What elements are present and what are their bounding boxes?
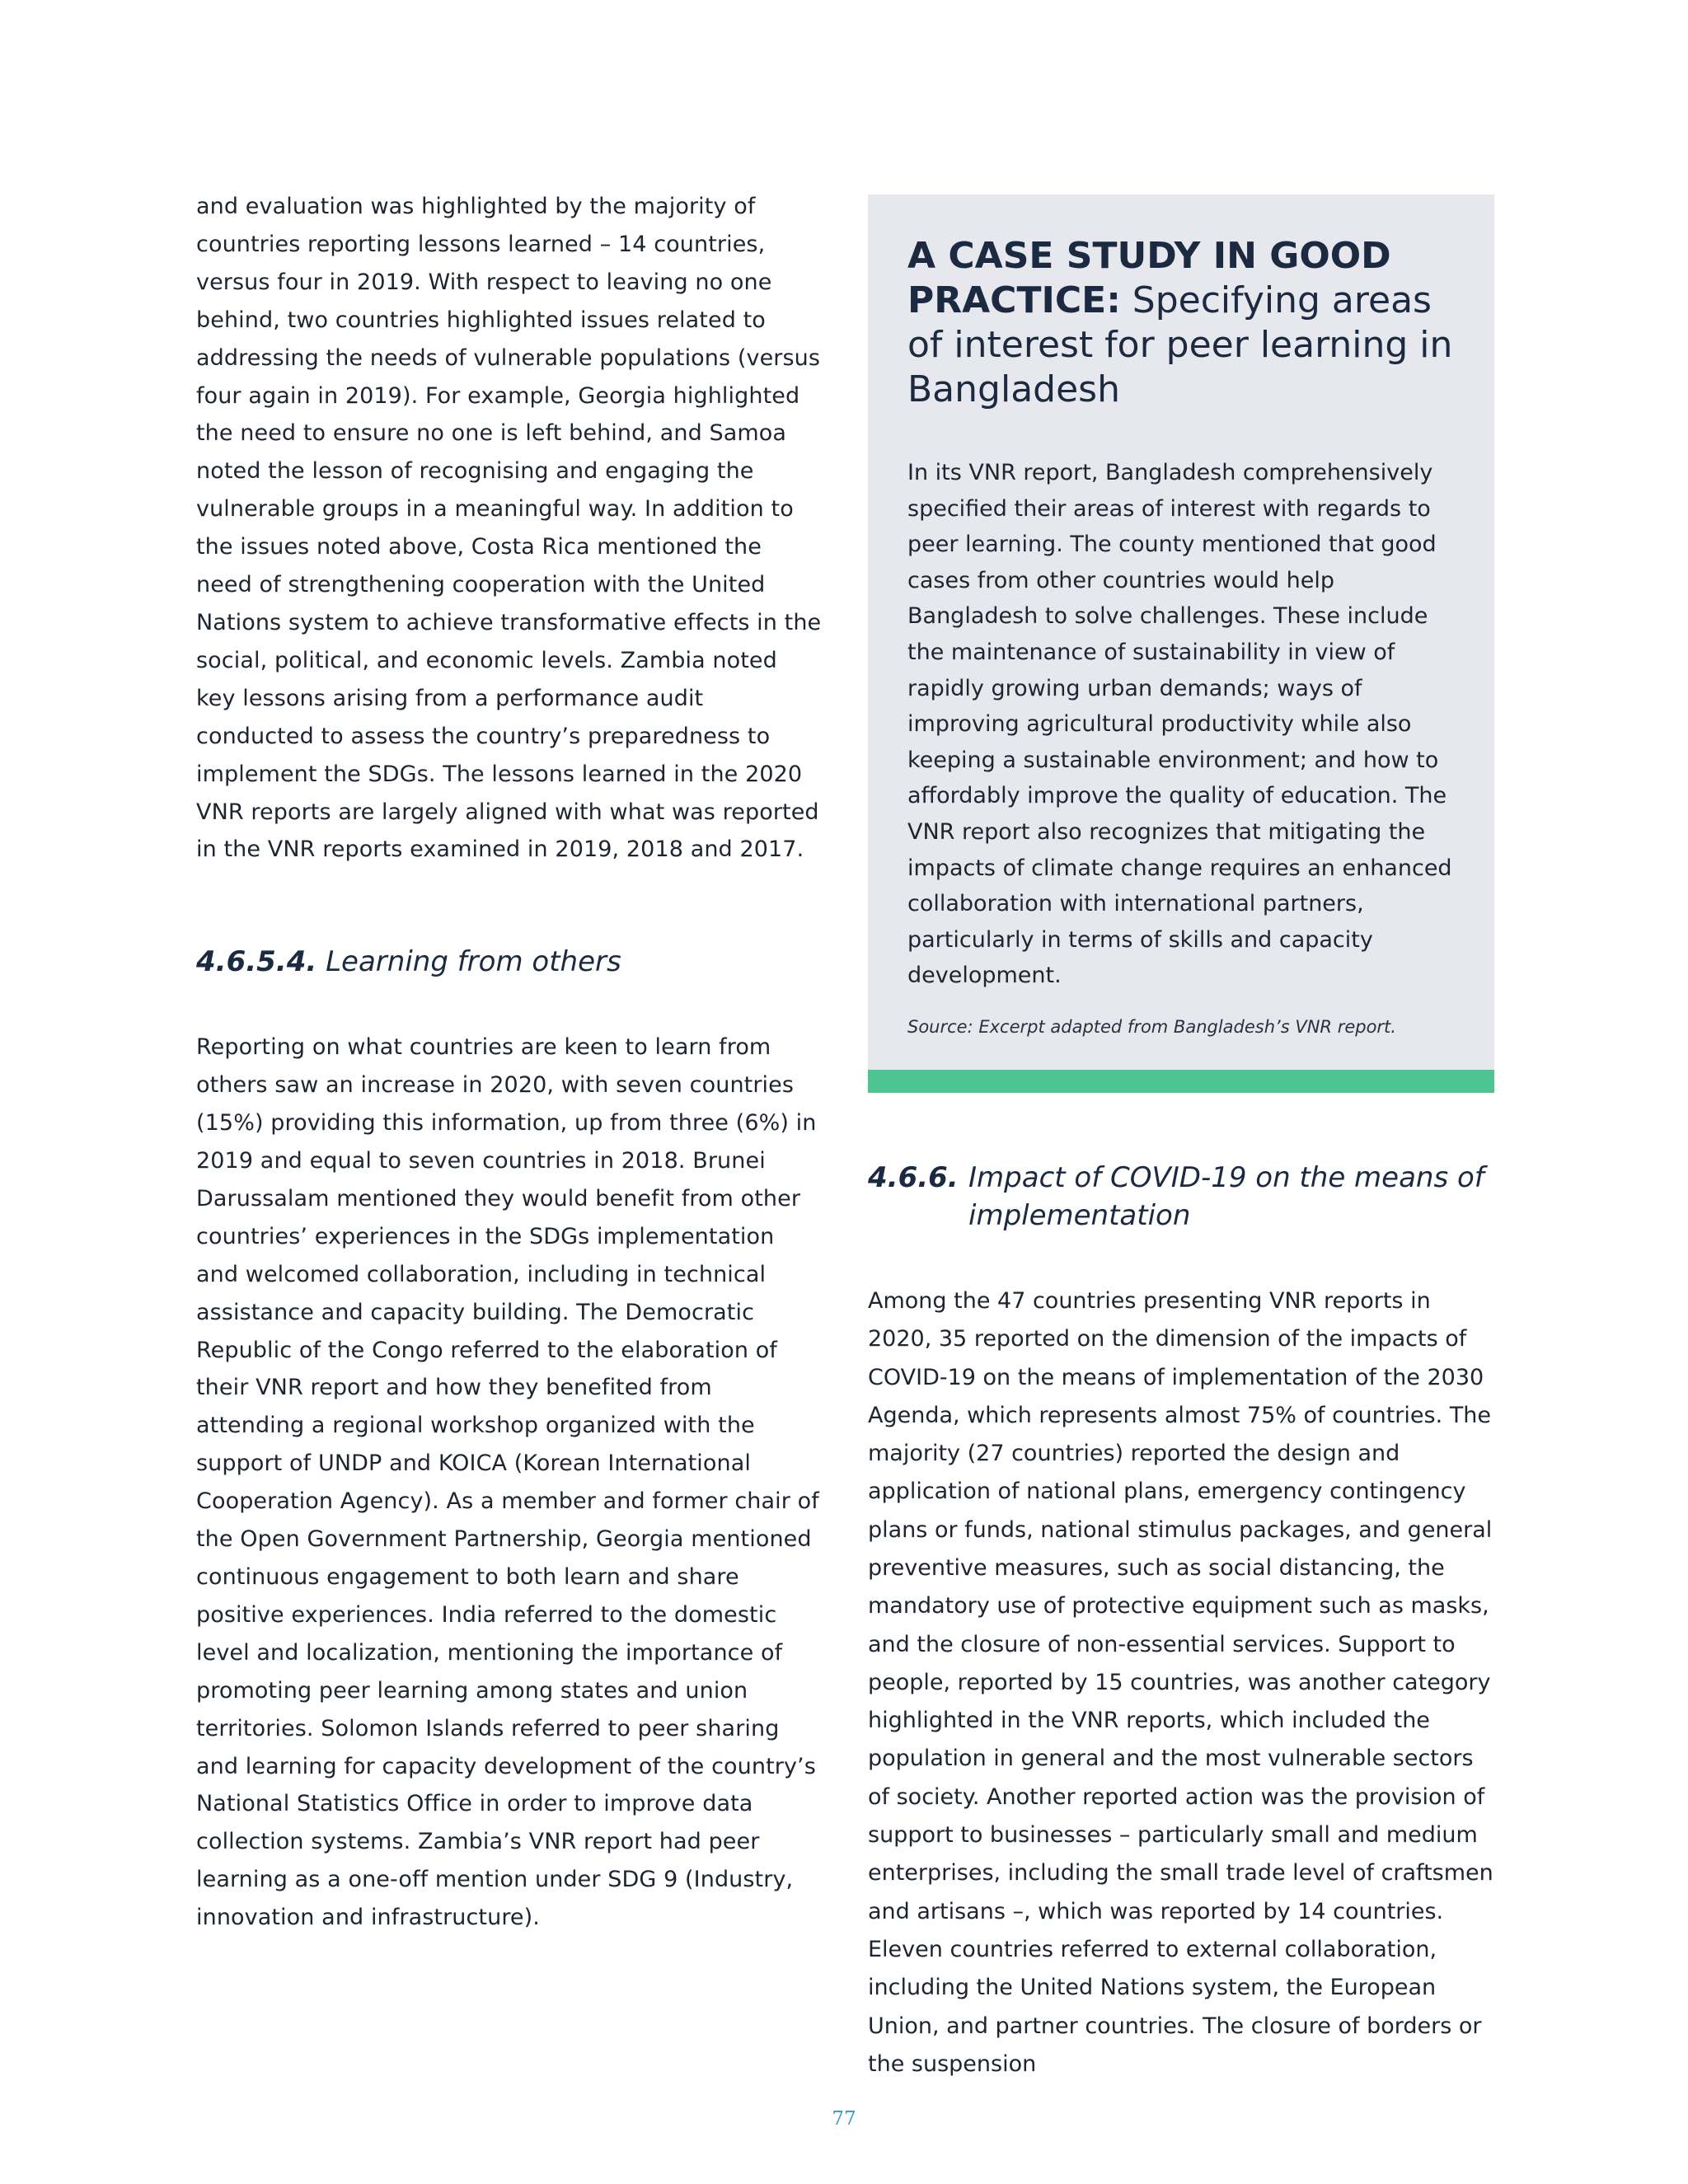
body-paragraph: and evaluation was highlighted by the majority of countries reporting lessons learned – 14 countries, versus four in 2019. With respect to leaving no one behind, two countries highlighted issues related to addressing the needs of vulnerable populations (versus four again in 2019). For example, Georgia highlighted the need to ensure no one is left behind, and Samoa noted the lesson of recognising and engaging the vulnerable groups in a meaningful way. In addition to the issues noted above, Costa Rica mentioned the need of strengthening cooperation with the United Nations system to achieve transformative effects in the social, political, and economic levels. Zambia noted key lessons arising from a performance audit conducted to assess the country’s preparedness to implement the SDGs. The lessons learned in the 2020 VNR reports are largely aligned with what was reported in the VNR reports examined in 2019, 2018 and 2017.: [196, 194, 822, 863]
section-heading: [196, 943, 823, 981]
case-study-title-rest: Specifying areas of interest for peer learning in Bangladesh: [907, 279, 1453, 410]
section-title: Impact of COVID-19 on the means of implementation: [968, 1160, 1484, 1232]
case-study-body: In its VNR report, Bangladesh comprehensively specified their areas of interest with regards to peer learning. The county mentioned that good cases from other countries would help Bangladesh to solve challenges. These include the maintenance of sustainability in view of rapidly growing urban demands; ways of improving agricultural productivity while also keeping a sustainable environment; and how to affordably improve the quality of education. The VNR report also recognizes that mitigating the impacts of climate change requires an enhanced collaboration with international partners, particularly in terms of skills and capacity development.: [907, 460, 1452, 989]
section-heading: [868, 1159, 1494, 1235]
section-number: 4.6.5.4.: [196, 945, 317, 979]
body-paragraph: Among the 47 countries presenting VNR reports in 2020, 35 reported on the dimension of the impacts of COVID-19 on the means of implementation of the 2030 Agenda, which represents almost 75% of countries. The majority (27 countries) reported the design and application of national plans, emergency contingency plans or funds, national stimulus packages, and general preventive measures, such as social distancing, the mandatory use of protective equipment such as masks, and the closure of non-essential services. Support to people, reported by 15 countries, was another category highlighted in the VNR reports, which included the population in general and the most vulnerable sectors of society. Another reported action was the provision of support to businesses – particularly small and medium enterprises, including the small trade level of craftsmen and artisans –, which was reported by 14 countries. Eleven countries referred to external collaboration, including the United Nations system, the European Union, and partner countries. The closure of borders or the suspension: [868, 1287, 1493, 2077]
page-number: 77: [832, 2108, 856, 2130]
case-study-title: [907, 234, 1455, 412]
case-study-title-bold: A CASE STUDY IN GOOD PRACTICE:: [907, 235, 1391, 321]
section-title: Learning from others: [326, 945, 621, 979]
left-column: [196, 188, 823, 1937]
section-number: 4.6.6.: [868, 1160, 959, 1194]
case-study-source: Source: Excerpt adapted from Bangladesh’s VNR report.: [907, 1016, 1396, 1037]
case-study-box: [868, 194, 1494, 1093]
body-paragraph: Reporting on what countries are keen to learn from others saw an increase in 2020, with seven countries (15%) providing this information, up from three (6%) in 2019 and equal to seven countries in 2018. Brunei Darussalam mentioned they would benefit from other countries’ experiences in the SDGs implementation and welcomed collaboration, including in technical assistance and capacity building. The Democratic Republic of the Congo referred to the elaboration of their VNR report and how they benefited from attending a regional workshop organized with the support of UNDP and KOICA (Korean International Cooperation Agency). As a member and former chair of the Open Government Partnership, Georgia mentioned continuous engagement to both learn and share positive experiences. India referred to the domestic level and localization, mentioning the importance of promoting peer learning among states and union territories. Solomon Islands referred to peer sharing and learning for capacity development of the country’s National Statistics Office in order to improve data collection systems. Zambia’s VNR report had peer learning as a one-off mention under SDG 9 (Industry, innovation and infrastructure).: [196, 1034, 819, 1931]
right-column: [868, 194, 1494, 2083]
